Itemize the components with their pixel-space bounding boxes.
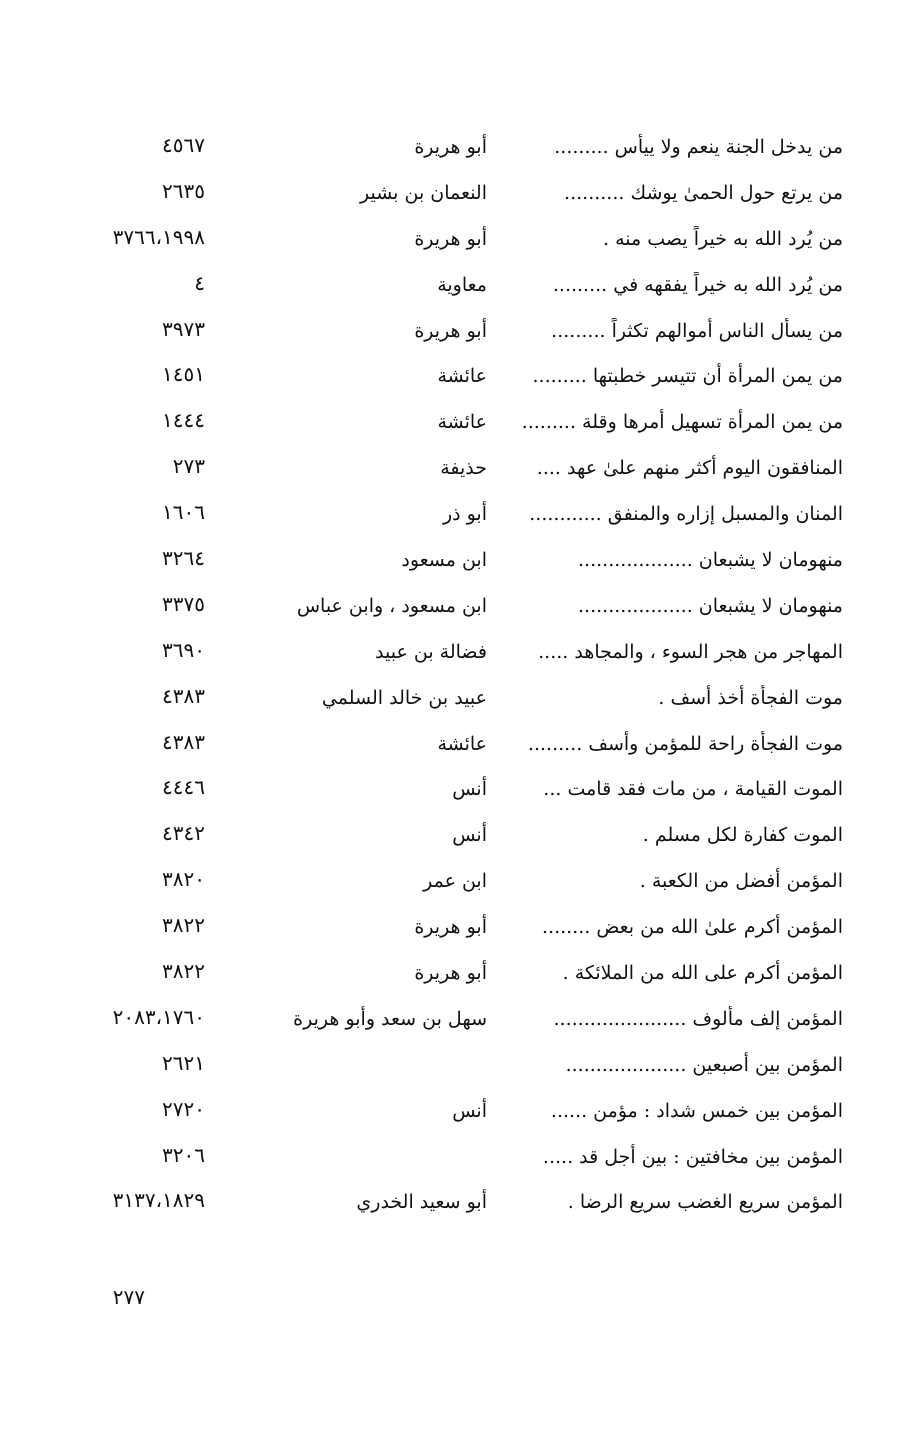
- hadith-numbers: ٤٤٤٦: [162, 775, 205, 800]
- hadith-text: موت الفجأة أخذ أسف .: [658, 686, 843, 709]
- index-row: [0, 719, 897, 765]
- hadith-text: منهومان لا يشبعان ...................: [578, 594, 843, 617]
- index-row: [0, 948, 897, 994]
- index-row: [0, 1177, 897, 1223]
- hadith-numbers: ٣٩٧٣: [162, 316, 205, 341]
- index-row: [0, 764, 897, 810]
- hadith-text: المنان والمسبل إزاره والمنفق ............: [529, 503, 843, 526]
- narrator: أبو هريرة: [414, 962, 487, 985]
- hadith-text: المؤمن سريع الغضب سريع الرضا .: [567, 1191, 843, 1214]
- hadith-index-table: [0, 122, 897, 1223]
- hadith-text: المؤمن بين أصبعين ....................: [565, 1053, 843, 1076]
- index-row: [0, 260, 897, 306]
- hadith-text: المنافقون اليوم أكثر منهم علىٰ عهد ....: [536, 457, 843, 480]
- narrator: أنس: [452, 778, 487, 801]
- hadith-numbers: ٣١٣٧،١٨٢٩: [112, 1188, 205, 1213]
- hadith-numbers: ٣٨٢٢: [162, 959, 205, 984]
- hadith-text: من يُرد الله به خيراً يفقهه في .........: [552, 273, 843, 296]
- hadith-numbers: ٢٧٣: [172, 454, 205, 479]
- narrator: عائشة: [437, 365, 487, 388]
- hadith-text: من يسأل الناس أموالهم تكثراً .........: [551, 319, 843, 342]
- hadith-text: من يمن المرأة أن تتيسر خطبتها .........: [532, 365, 843, 388]
- hadith-numbers: ١٤٥١: [162, 362, 205, 387]
- hadith-numbers: ٤٣٤٢: [162, 821, 205, 846]
- hadith-text: موت الفجأة راحة للمؤمن وأسف .........: [527, 732, 843, 755]
- narrator: أبو هريرة: [414, 319, 487, 342]
- hadith-numbers: ٣٢٠٦: [162, 1142, 205, 1167]
- hadith-numbers: ٢٠٨٣،١٧٦٠: [112, 1004, 205, 1029]
- hadith-numbers: ٣٣٧٥: [162, 591, 205, 616]
- narrator: فضالة بن عبيد: [375, 640, 487, 663]
- hadith-numbers: ٤٣٨٣: [162, 683, 205, 708]
- hadith-numbers: ٣٦٩٠: [162, 637, 205, 662]
- narrator: سهل بن سعد وأبو هريرة: [293, 1007, 487, 1030]
- hadith-numbers: ٤٣٨٣: [162, 729, 205, 754]
- index-row: [0, 489, 897, 535]
- index-row: [0, 581, 897, 627]
- hadith-text: المؤمن أكرم على الله من الملائكة .: [562, 962, 843, 985]
- hadith-numbers: ٣٨٢٠: [162, 867, 205, 892]
- index-row: [0, 902, 897, 948]
- hadith-text: من يمن المرأة تسهيل أمرها وقلة .........: [521, 411, 843, 434]
- hadith-numbers: ٣٢٦٤: [162, 546, 205, 571]
- hadith-numbers: ٤٥٦٧: [162, 133, 205, 157]
- narrator: أبو هريرة: [414, 916, 487, 939]
- hadith-numbers: ١٦٠٦: [162, 500, 205, 525]
- narrator: أبو هريرة: [414, 136, 487, 158]
- index-row: [0, 122, 897, 168]
- hadith-text: المؤمن أكرم علىٰ الله من بعض ........: [541, 916, 843, 939]
- hadith-text: الموت كفارة لكل مسلم .: [642, 824, 843, 847]
- hadith-text: من يدخل الجنة ينعم ولا ييأس .........: [554, 136, 843, 158]
- hadith-text: المؤمن بين مخافتين : بين أجل قد .....: [542, 1145, 843, 1168]
- narrator: حذيفة: [440, 457, 487, 480]
- index-row: [0, 627, 897, 673]
- index-row: [0, 306, 897, 352]
- hadith-numbers: ٢٦٣٥: [162, 178, 205, 203]
- index-row: [0, 856, 897, 902]
- narrator: عبيد بن خالد السلمي: [321, 686, 487, 709]
- narrator: أبو سعيد الخدري: [356, 1191, 487, 1214]
- narrator: أنس: [452, 824, 487, 847]
- index-row: [0, 535, 897, 581]
- hadith-text: المؤمن أفضل من الكعبة .: [639, 870, 843, 893]
- hadith-numbers: ٤: [194, 270, 205, 295]
- index-row: [0, 994, 897, 1040]
- hadith-text: من يرتع حول الحمىٰ يوشك ..........: [564, 181, 843, 204]
- hadith-text: الموت القيامة ، من مات فقد قامت ...: [543, 778, 843, 801]
- hadith-numbers: ٣٧٦٦،١٩٩٨: [112, 224, 205, 249]
- hadith-numbers: ٣٨٢٢: [162, 913, 205, 938]
- hadith-text: منهومان لا يشبعان ...................: [578, 549, 843, 572]
- narrator: معاوية: [437, 273, 487, 296]
- narrator: أنس: [452, 1099, 487, 1122]
- index-row: [0, 168, 897, 214]
- narrator: أبو هريرة: [414, 227, 487, 250]
- hadith-numbers: ٢٦٢١: [162, 1050, 205, 1075]
- narrator: ابن مسعود: [401, 549, 487, 572]
- index-row: [0, 214, 897, 260]
- hadith-text: من يُرد الله به خيراً يصب منه .: [603, 227, 843, 250]
- narrator: ابن مسعود ، وابن عباس: [296, 594, 487, 617]
- hadith-text: المؤمن بين خمس شداد : مؤمن ......: [550, 1099, 843, 1122]
- index-row: [0, 397, 897, 443]
- index-row: [0, 351, 897, 397]
- hadith-numbers: ١٤٤٤: [162, 408, 205, 433]
- hadith-numbers: ٢٧٢٠: [162, 1096, 205, 1121]
- narrator: أبو ذر: [442, 503, 487, 526]
- index-row: [0, 810, 897, 856]
- narrator: عائشة: [437, 411, 487, 434]
- narrator: عائشة: [437, 732, 487, 755]
- index-row: [0, 1086, 897, 1132]
- hadith-text: المؤمن إلف مألوف ......................: [553, 1007, 843, 1030]
- index-row: [0, 443, 897, 489]
- index-row: [0, 673, 897, 719]
- index-row: [0, 1132, 897, 1178]
- index-row: [0, 1040, 897, 1086]
- narrator: ابن عمر: [423, 870, 487, 893]
- page-number: ٢٧٧: [112, 1285, 145, 1309]
- narrator: النعمان بن بشير: [360, 181, 487, 204]
- hadith-text: المهاجر من هجر السوء ، والمجاهد .....: [538, 640, 843, 663]
